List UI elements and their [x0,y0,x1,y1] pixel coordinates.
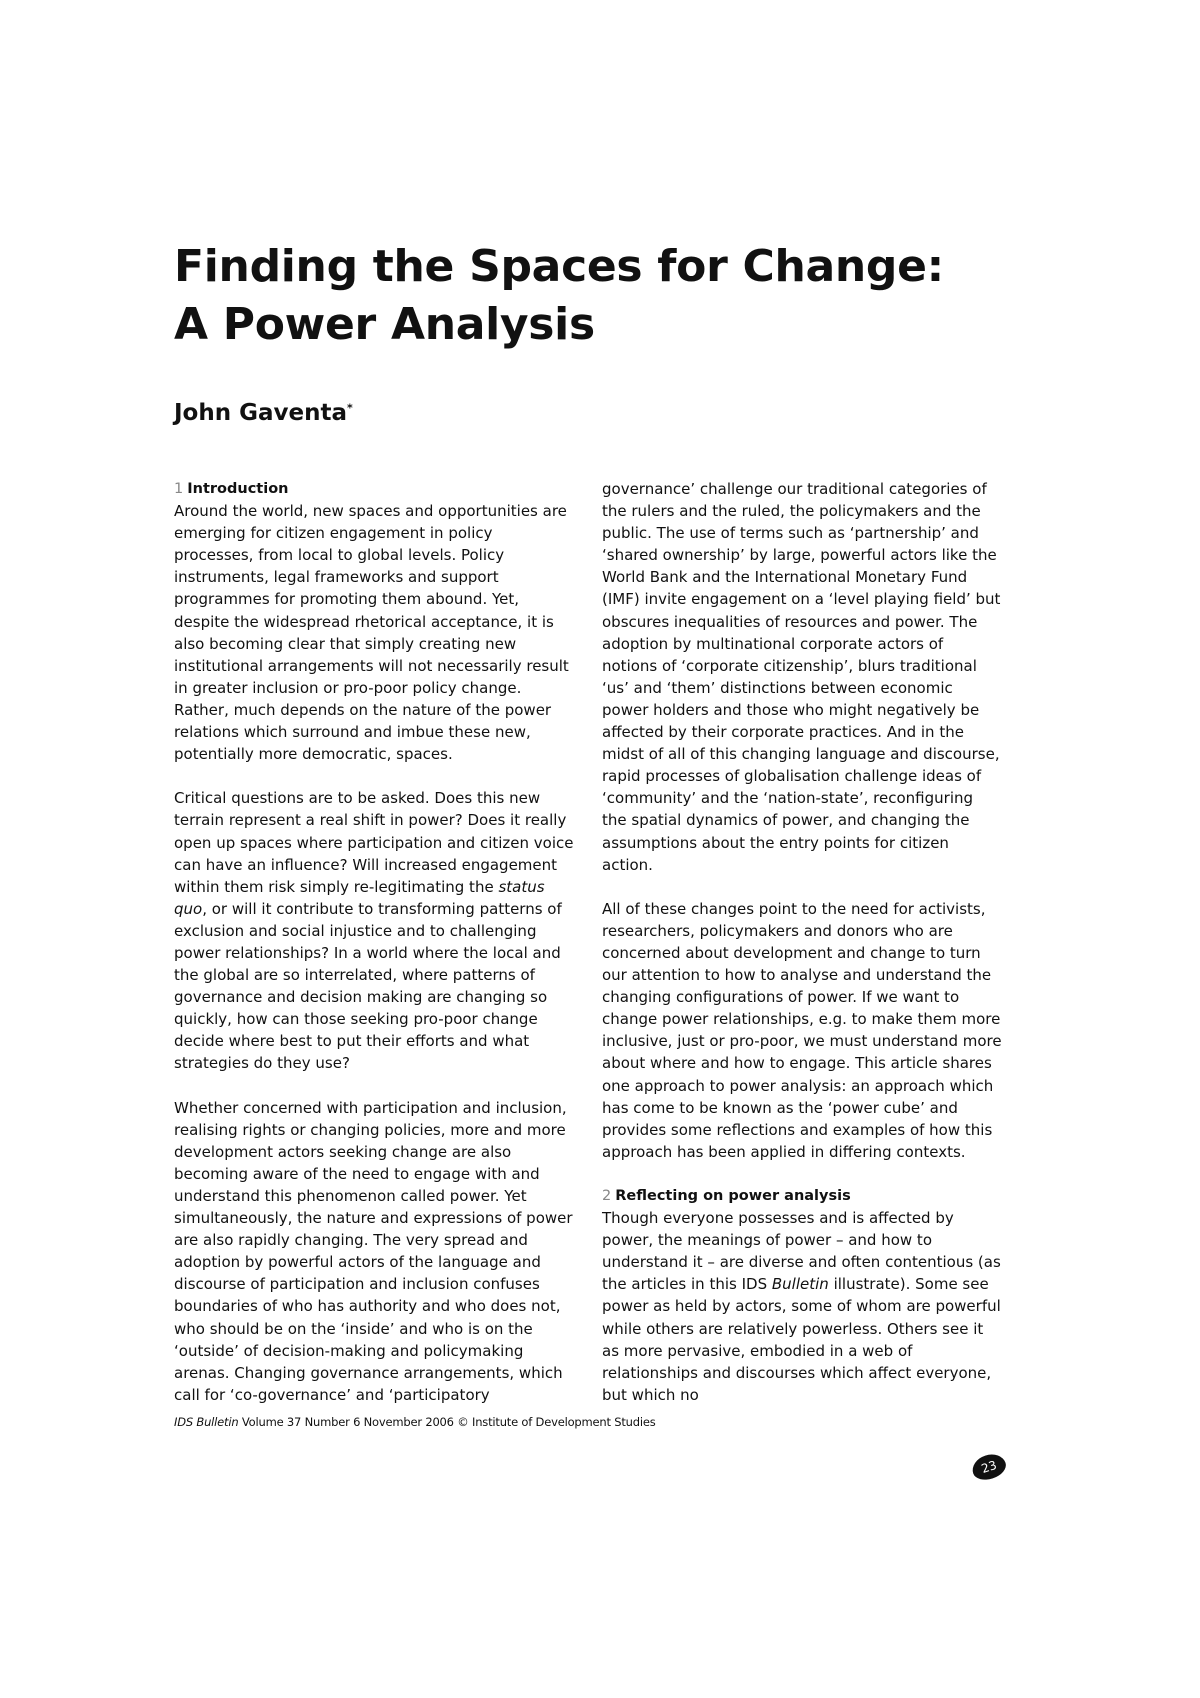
text-span: , or will it contribute to transforming patterns of exclusion and social injustice and to challenging power relationships? In a world where the local and the global are so interrelated, where patterns of governance and decision making are changing so quickly, how can those seeking pro-poor change decide where best to put their efforts and what strategies do they use? [174,899,562,1073]
section-title: Introduction [187,481,289,497]
author-name-text: John Gaventa [174,400,347,426]
left-column [174,478,574,1428]
section-number: 1 [174,481,184,497]
italic-text: status quo [174,877,545,918]
journal-name: IDS Bulletin [174,1415,239,1429]
article-title-line-1: Finding the Spaces for Change: [174,241,944,292]
paragraph-power-1 [602,1207,1002,1406]
paragraph-intro-2 [174,787,574,1074]
author-footnote-mark: * [347,401,353,415]
paragraph-intro-4: All of these changes point to the need for activists, researchers, policymakers and donors who are concerned about development and change to turn our attention to how to analyse and understand the changing configurations of power. If we want to change power relationships, e.g. to make them more inclusive, just or pro-poor, we must understand more about where and how to engage. This article shares one approach to power analysis: an approach which has come to be known as the ‘power cube’ and provides some reflections and examples of how this approach has been applied in differing contexts. [602,899,1002,1161]
section-number: 2 [602,1188,612,1204]
right-column [602,478,1002,1428]
article-title-line-2: A Power Analysis [174,299,595,350]
text-span: illustrate). Some see power as held by actors, some of whom are powerful while others are relatively powerless. Others see it as more pervasive, embodied in a web of relationships and discourses which affect everyone, but which no [602,1275,1001,1404]
paragraph-intro-3: Whether concerned with participation and inclusion, realising rights or changing policies, more and more development actors seeking change are also becoming aware of the need to engage with and understand this phenomenon called power. Yet simultaneously, the nature and expressions of power are also rapidly changing. The very spread and adoption by powerful actors of the language and discourse of participation and inclusion confuses boundaries of who has authority and who does not, who should be on the ‘inside’ and who is on the ‘outside’ of decision-making and policymaking arenas. Changing governance arrangements, which call for ‘co-governance’ and ‘participatory [174,1098,573,1404]
paragraph-intro-1: Around the world, new spaces and opportunities are emerging for citizen engagement in policy processes, from local to global levels. Policy instruments, legal frameworks and support programmes for promoting them abound. Yet, despite the widespread rhetorical acceptance, it is also becoming clear that simply creating new institutional arrangements will not necessarily result in greater inclusion or pro-poor policy change. Rather, much depends on the nature of the power relations which surround and imbue these new, potentially more democratic, spaces. [174,502,569,764]
text-span: Critical questions are to be asked. Does this new terrain represent a real shift in power? Does it really open up spaces where participation and citizen voice can have an influence? Will increased engagement within them risk simply re-legitimating the [174,789,574,896]
article-title [174,238,1074,354]
paragraph-intro-3-continued: governance’ challenge our traditional categories of the rulers and the ruled, the policymakers and the public. The use of terms such as ‘partnership’ and ‘shared ownership’ by large, powerful actors like the World Bank and the International Monetary Fund (IMF) invite engagement on a ‘level playing field’ but obscures inequalities of resources and power. The adoption by multinational corporate actors of notions of ‘corporate citizenship’, blurs traditional ‘us’ and ‘them’ distinctions between economic power holders and those who might negatively be affected by their corporate practices. And in the midst of all of this changing language and discourse, rapid processes of globalisation challenge ideas of ‘community’ and the ‘nation-state’, reconfiguring the spatial dynamics of power, and changing the assumptions about the entry points for citizen action. [602,480,1001,874]
text-span: Though everyone possesses and is affected by power, the meanings of power – and how to understand it – are diverse and often contentious (as the articles in this IDS [602,1209,1001,1294]
page-number: 23 [969,1450,1009,1483]
section-title: Reflecting on power analysis [615,1188,851,1204]
section-heading-introduction [174,478,574,500]
journal-details: Volume 37 Number 6 November 2006 © Institute of Development Studies [238,1415,656,1429]
journal-footer [174,1415,656,1429]
author-name [174,400,353,426]
italic-text: Bulletin [771,1275,829,1294]
section-heading-power-analysis [602,1185,1002,1207]
